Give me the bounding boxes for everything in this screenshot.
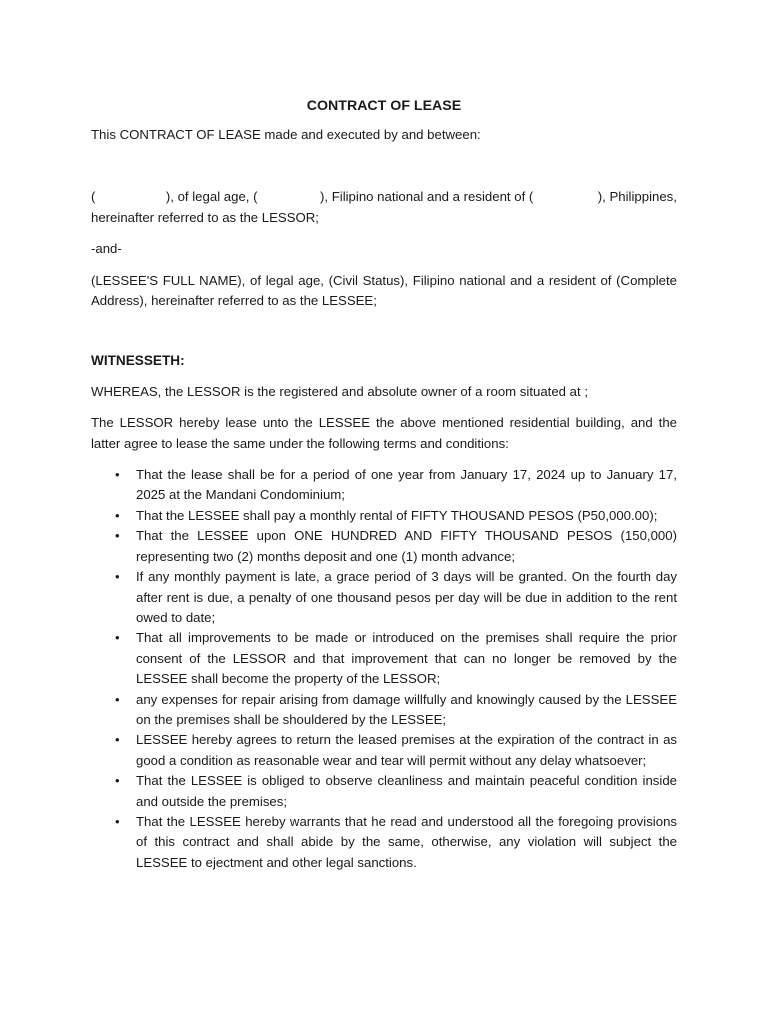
- term-item: [115, 506, 677, 526]
- bullet-icon: •: [115, 773, 120, 789]
- document-body: [91, 96, 677, 873]
- term-text: That the LESSEE is obliged to observe cleanliness and maintain peaceful condition inside and outside the premises;: [136, 773, 677, 809]
- term-text: That the LESSEE shall pay a monthly rental of FIFTY THOUSAND PESOS (P50,000.00);: [136, 507, 658, 523]
- term-item: [115, 690, 677, 731]
- lessor-paragraph: [91, 187, 677, 228]
- term-item: [115, 567, 677, 628]
- document-title: CONTRACT OF LEASE: [306, 98, 462, 114]
- bullet-icon: •: [115, 630, 120, 646]
- bullet-icon: •: [115, 732, 120, 748]
- term-item: [115, 465, 677, 506]
- term-text: That all improvements to be made or introduced on the premises shall require the prior consent of the LESSOR and that improvement that can no longer be removed by the LESSEE shall become the property of the LESSOR;: [136, 630, 677, 687]
- bullet-icon: •: [115, 569, 120, 585]
- term-item: [115, 526, 677, 567]
- lessor-line-1: [91, 187, 677, 207]
- bullet-icon: •: [115, 507, 120, 523]
- term-item: [115, 730, 677, 771]
- lessor-address-blank: [538, 187, 594, 207]
- bullet-icon: •: [115, 813, 120, 829]
- lessor-age-text: ), of legal age, (: [165, 189, 258, 205]
- term-text: LESSEE hereby agrees to return the leased premises at the expiration of the contract in as good a condition as reasonable wear and tear will permit without any delay whatsoever;: [136, 732, 677, 768]
- bullet-icon: •: [115, 467, 120, 483]
- terms-list: [91, 465, 677, 873]
- lessee-paragraph: (LESSEE'S FULL NAME), of legal age, (Civil Status), Filipino national and a resident of (Complete Address), hereinafter referred to as the LESSEE;: [91, 272, 677, 309]
- term-text: That the LESSEE upon ONE HUNDRED AND FIFTY THOUSAND PESOS (150,000) representing two (2) months deposit and one (1) month advance;: [136, 528, 677, 564]
- bullet-icon: •: [115, 528, 120, 544]
- term-text: That the lease shall be for a period of one year from January 17, 2024 up to January 17, 2025 at the Mandani Condominium;: [136, 467, 677, 503]
- lessor-open-paren: (: [91, 189, 96, 205]
- term-item: [115, 628, 677, 689]
- witnesseth-heading: WITNESSETH:: [91, 353, 185, 369]
- lessor-name-blank: [100, 187, 162, 207]
- term-text: any expenses for repair arising from damage willfully and knowingly caused by the LESSEE on the premises shall be shouldered by the LESSEE;: [136, 691, 677, 727]
- bullet-icon: •: [115, 691, 120, 707]
- lessor-status-blank: [262, 187, 316, 207]
- lease-terms-intro: The LESSOR hereby lease unto the LESSEE the above mentioned residential building, and the latter agree to lease the same under the following terms and conditions:: [91, 415, 677, 451]
- lessor-nationality-text: ), Filipino national and a resident of (: [319, 189, 534, 205]
- intro-paragraph: This CONTRACT OF LEASE made and executed by and between:: [91, 127, 481, 142]
- term-item: [115, 812, 677, 873]
- term-item: [115, 771, 677, 812]
- lessor-line-2: hereinafter referred to as the LESSOR;: [91, 209, 319, 225]
- term-text: That the LESSEE hereby warrants that he read and understood all the foregoing provisions of this contract and shall abide by the same, otherwise, any violation will subject the LESSEE to ejectment and other legal sanctions.: [136, 813, 677, 870]
- term-text: If any monthly payment is late, a grace period of 3 days will be granted. On the fourth day after rent is due, a penalty of one thousand pesos per day will be due in addition to the rent owed to date;: [136, 569, 677, 625]
- whereas-paragraph: WHEREAS, the LESSOR is the registered and absolute owner of a room situated at ;: [91, 383, 588, 399]
- and-separator: -and-: [91, 241, 122, 257]
- lessor-country-text: ), Philippines,: [597, 189, 677, 205]
